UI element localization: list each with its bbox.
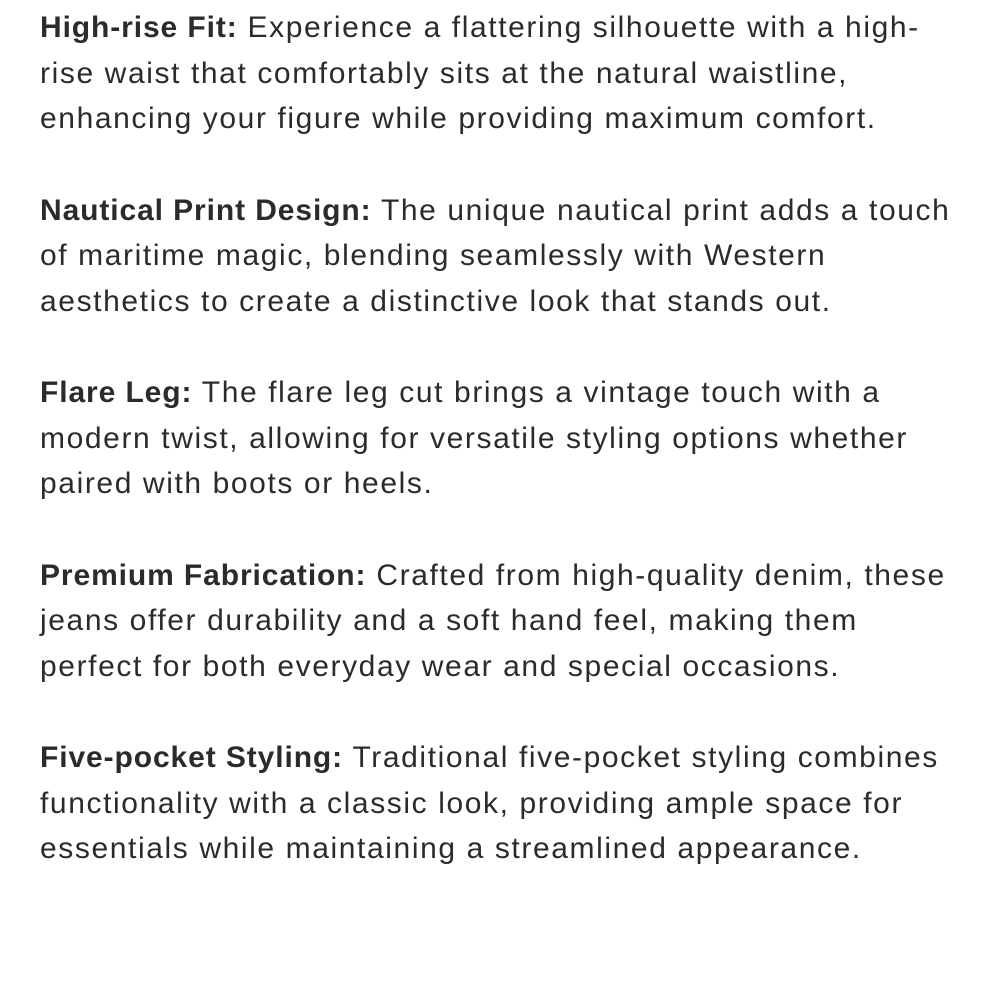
feature-title: High-rise Fit:: [40, 11, 238, 44]
feature-title: Five-pocket Styling:: [40, 741, 344, 774]
feature-list: [40, 5, 965, 918]
feature-title: Flare Leg:: [40, 376, 193, 409]
feature-description: Experience a flattering silhouette with a high-rise waist that comfortably sits at the natural waistline, enhancing your figure while providing maximum comfort.: [40, 11, 920, 135]
feature-high-rise-fit: [40, 5, 965, 142]
feature-premium-fabrication: [40, 553, 965, 690]
feature-five-pocket-styling: [40, 735, 965, 872]
feature-title: Premium Fabrication:: [40, 558, 367, 592]
feature-title: Nautical Print Design:: [40, 193, 372, 227]
feature-description: Crafted from high-quality denim, these jeans offer durability and a soft hand feel, making them perfect for both everyday wear and special occasions.: [40, 558, 946, 683]
feature-nautical-print-design: [40, 188, 965, 325]
feature-flare-leg: [40, 370, 965, 507]
feature-description: The unique nautical print adds a touch of maritime magic, blending seamlessly with Western aesthetics to create a distinctive look that stands out.: [40, 193, 951, 318]
feature-description: The flare leg cut brings a vintage touch with a modern twist, allowing for versatile styling options whether paired with boots or heels.: [40, 376, 909, 500]
feature-description: Traditional five-pocket styling combines functionality with a classic look, providing ample space for essentials while maintaining a streamlined appearance.: [40, 741, 939, 865]
